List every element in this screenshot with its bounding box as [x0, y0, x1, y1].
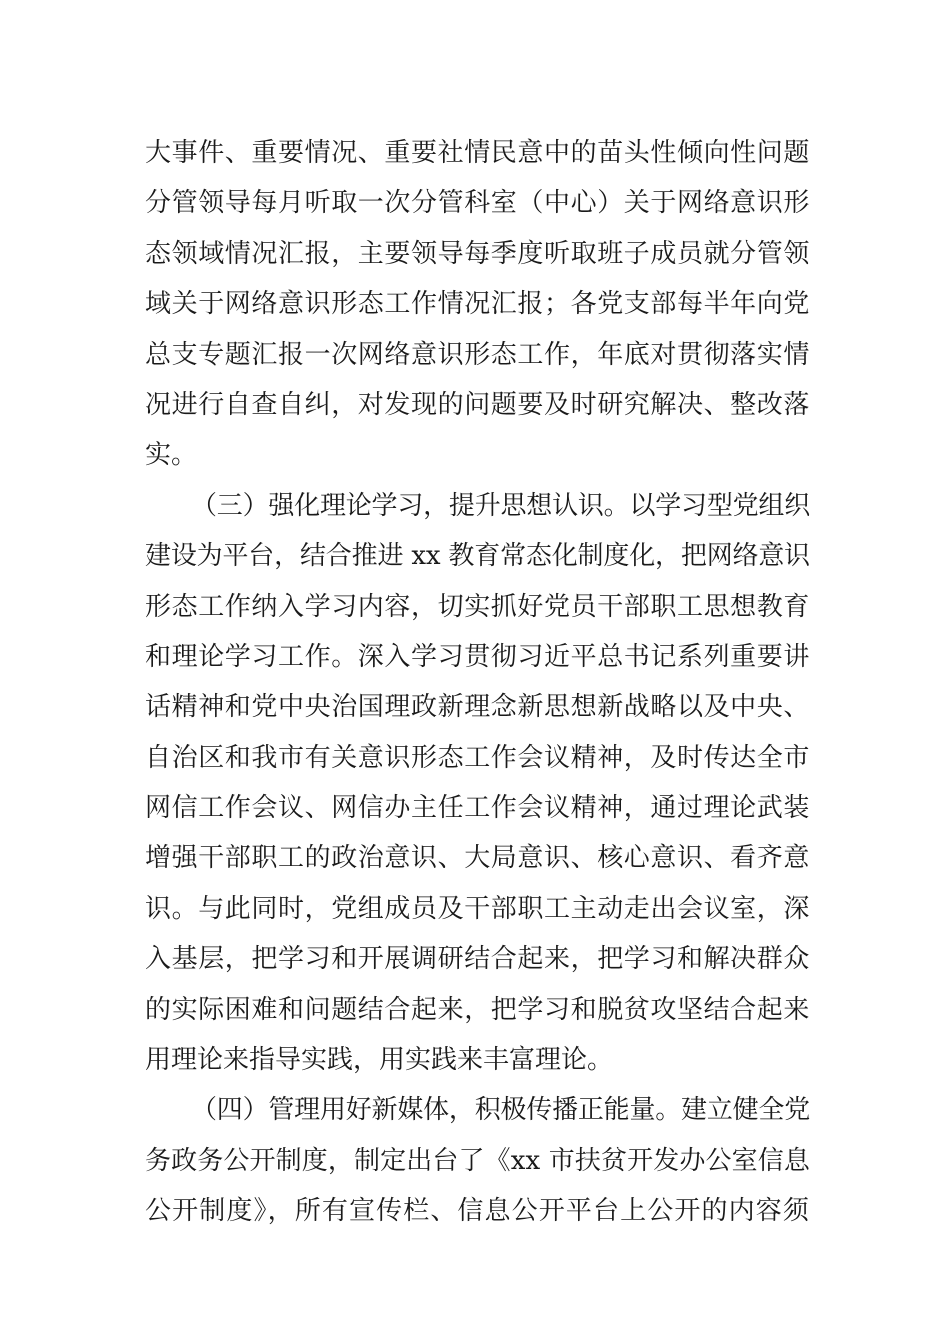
text-line: 和理论学习工作。深入学习贯彻习近平总书记系列重要讲 — [145, 641, 810, 672]
text-line: 态领域情况汇报，主要领导每季度听取班子成员就分管领 — [145, 238, 810, 269]
body-text — [145, 128, 810, 1237]
text-line: 增强干部职工的政治意识、大局意识、核心意识、看齐意 — [145, 843, 810, 874]
text-line: 的实际困难和问题结合起来，把学习和脱贫攻坚结合起来 — [145, 994, 810, 1025]
text-line: 实。 — [145, 440, 198, 471]
text-line: 分管领导每月听取一次分管科室（中心）关于网络意识形 — [145, 188, 810, 219]
section-heading-line: （三）强化理论学习，提升思想认识。以学习型党组织 — [191, 490, 810, 521]
text-line: 域关于网络意识形态工作情况汇报；各党支部每半年向党 — [145, 289, 810, 320]
text-line: 入基层，把学习和开展调研结合起来，把学习和解决群众 — [145, 944, 810, 975]
text-line: 话精神和党中央治国理政新理念新思想新战略以及中央、 — [145, 692, 810, 723]
text-line: 大事件、重要情况、重要社情民意中的苗头性倾向性问题 — [145, 138, 810, 168]
text-line: 用理论来指导实践，用实践来丰富理论。 — [145, 1045, 614, 1076]
text-line: 公开制度》，所有宣传栏、信息公开平台上公开的内容须 — [145, 1196, 810, 1227]
text-line: 自治区和我市有关意识形态工作会议精神，及时传达全市 — [145, 742, 810, 773]
text-line: 务政务公开制度，制定出台了《xx 市扶贫开发办公室信息 — [145, 1145, 810, 1176]
text-line: 况进行自查自纠，对发现的问题要及时研究解决、整改落 — [145, 389, 810, 420]
text-line: 形态工作纳入学习内容，切实抓好党员干部职工思想教育 — [145, 591, 810, 622]
text-line: 建设为平台，结合推进 xx 教育常态化制度化，把网络意识 — [145, 541, 810, 572]
text-line: 识。与此同时，党组成员及干部职工主动走出会议室，深 — [145, 893, 810, 924]
section-heading-line: （四）管理用好新媒体，积极传播正能量。建立健全党 — [191, 1095, 810, 1126]
text-line: 网信工作会议、网信办主任工作会议精神，通过理论武装 — [145, 793, 810, 824]
text-line: 总支专题汇报一次网络意识形态工作，年底对贯彻落实情 — [145, 339, 810, 370]
